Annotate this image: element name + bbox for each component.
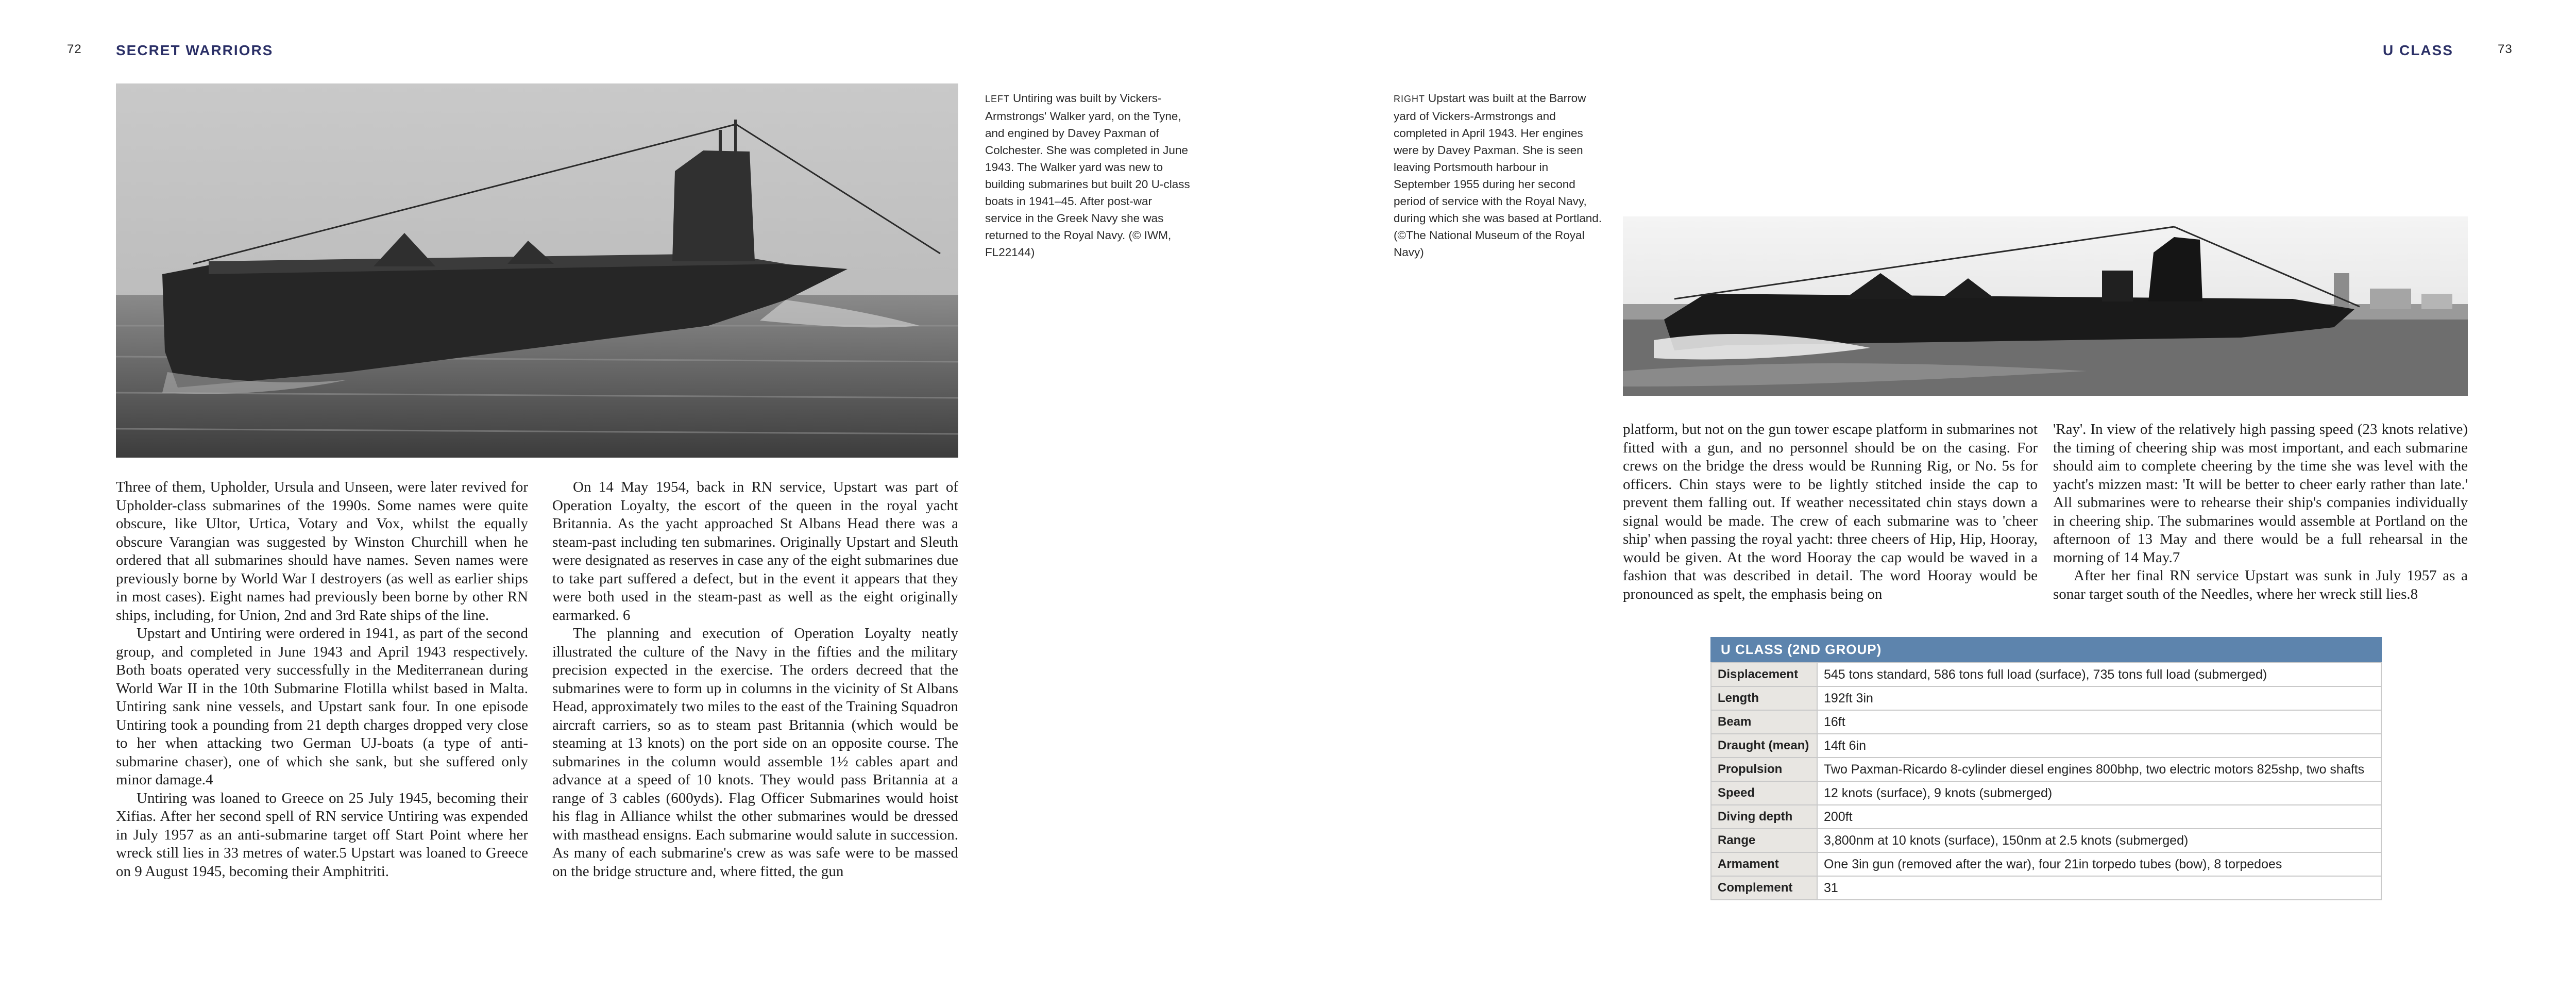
specifications-table xyxy=(1710,637,2382,900)
col3-para-1: platform, but not on the gun tower escape platform in submarines not fitted with a gun, and no personnel should be on the casing. For crews on the bridge the dress would be Running Rig, or No. 5s for officers. Chin stays were to be lightly stitched inside the cap to prevent them falling out. If weather necessitated chin stays down a signal would be made. The crew of each submarine was to 'cheer ship' when passing the royal yacht: three cheers of Hip, Hip, Hooray, would be given. At the word Hooray the cap would be waved in a fashion that was described in detail. The word Hooray would be pronounced as spelt, the emphasis being on xyxy=(1623,421,2038,602)
specifications-row xyxy=(1711,686,2381,710)
specifications-row xyxy=(1711,829,2381,852)
specification-value: 3,800nm at 10 knots (surface), 150nm at 2.5 knots (submerged) xyxy=(1817,829,2381,852)
specification-label: Length xyxy=(1711,686,1817,710)
specification-value: 545 tons standard, 586 tons full load (surface), 735 tons full load (submerged) xyxy=(1817,663,2381,686)
specification-label: Propulsion xyxy=(1711,758,1817,781)
caption-left-lead: LEFT xyxy=(985,94,1010,104)
col2-para-2: The planning and execution of Operation Loyalty neatly illustrated the culture of the Navy in the fifties and the military precision expected in the exercise. The orders decreed that the submarines were to form up in columns in the vicinity of St Albans Head, approximately two miles to the east of the Training Squadron aircraft carriers, so as to steam past Britannia (which would be steaming at 13 knots) on the port side on an opposite course. The submarines in the column would assemble 1½ cables apart and advance at a speed of 10 knots. They would pass Britannia at a range of 3 cables (600yds). Flag Officer Submarines would hoist his flag in Alliance whilst the other submarines would be dressed with masthead ensigns. Each submarine would salute in succession. As many of each submarine's crew as was safe were to be massed on the bridge structure and, where fitted, the gun xyxy=(552,625,958,880)
photo-upstart xyxy=(1623,216,2468,396)
col1-para-3: Untiring was loaned to Greece on 25 July 1945, becoming their Xifias. After her second spell of RN service Untiring was expended in July 1957 as an anti-submarine target off Start Point where her wreck still lies in 33 metres of water.5 Upstart was loaned to Greece on 9 August 1945, becoming their Amphitriti. xyxy=(116,790,528,880)
body-column-3 xyxy=(1623,421,2038,603)
col4-para-1: 'Ray'. In view of the relatively high passing speed (23 knots relative) the timing of cheering ship was most important, and each submarine should aim to complete cheering by the time she was level with the yacht's mizzen mast: 'It will be better to cheer early rather than late.' All submarines were to rehearse their ship's companies individually in cheering ship. The submarines would assemble at Portland on the afternoon of 13 May and there would be a full rehearsal in the morning of 14 May.7 xyxy=(2053,421,2468,566)
caption-right-text: Upstart was built at the Barrow yard of Vickers-Armstrongs and completed in April 1943. Her engines were by Davey Paxman. She is seen leaving Portsmouth harbour in September 1955 during her second period of service with the Royal Navy, during which she was based at Portland. (©The National Museum of the Royal Navy) xyxy=(1394,92,1602,259)
body-column-2 xyxy=(552,478,958,881)
specification-value: 14ft 6in xyxy=(1817,734,2381,758)
col1-para-2: Upstart and Untiring were ordered in 1941, as part of the second group, and completed in June 1943 and April 1943 respectively. Both boats operated very successfully in the Mediterranean during World War II in the 10th Submarine Flotilla whilst based in Malta. Untiring sank nine vessels, and Upstart sank four. In one episode Untiring took a pounding from 21 depth charges dropped very close to her when attacking two German UJ-boats (a type of anti-submarine chaser), one of which she sank, but she suffered only minor damage.4 xyxy=(116,625,528,788)
specifications-row xyxy=(1711,710,2381,734)
specifications-row xyxy=(1711,781,2381,805)
specification-label: Draught (mean) xyxy=(1711,734,1817,758)
specification-label: Complement xyxy=(1711,876,1817,900)
body-column-4 xyxy=(2053,421,2468,603)
body-column-1 xyxy=(116,478,528,881)
specification-value: 12 knots (surface), 9 knots (submerged) xyxy=(1817,781,2381,805)
caption-left xyxy=(985,90,1191,261)
specification-value: 31 xyxy=(1817,876,2381,900)
specification-label: Beam xyxy=(1711,710,1817,734)
specifications-title: U CLASS (2ND GROUP) xyxy=(1710,637,2382,662)
specifications-row xyxy=(1711,663,2381,686)
specifications-row xyxy=(1711,805,2381,829)
caption-right-lead: RIGHT xyxy=(1394,94,1425,104)
specifications-row xyxy=(1711,852,2381,876)
specification-label: Displacement xyxy=(1711,663,1817,686)
specification-label: Diving depth xyxy=(1711,805,1817,829)
specification-value: 16ft xyxy=(1817,710,2381,734)
col2-para-1: On 14 May 1954, back in RN service, Upstart was part of Operation Loyalty, the escort of the queen in the royal yacht Britannia. As the yacht approached St Albans Head there was a steam-past including ten submarines. Originally Upstart and Sleuth were designated as reserves in case any of the eight submarines due to take part suffered a defect, but in the event it appears that they were both used in the steam-past as well as the eight originally earmarked. 6 xyxy=(552,479,958,624)
photo-untiring xyxy=(116,83,958,458)
left-running-title: SECRET WARRIORS xyxy=(116,42,274,58)
col1-para-1: Three of them, Upholder, Ursula and Unseen, were later revived for Upholder-class submarines of the 1990s. Some names were quite obscure, like Ultor, Urtica, Votary and Vox, whilst the equally obscure Varangian was suggested by Winston Churchill when he ordered that all submarines should have names. Seven names were previously borne by World War I destroyers (as well as earlier ships in most cases). Eight names had previously been borne by other RN ships, including, for Union, 2nd and 3rd Rate ships of the line. xyxy=(116,479,528,624)
photo-upstart-image xyxy=(1623,216,2468,396)
specification-label: Armament xyxy=(1711,852,1817,876)
caption-right xyxy=(1394,90,1605,261)
photo-untiring-image xyxy=(116,83,958,458)
caption-left-text: Untiring was built by Vickers-Armstrongs' Walker yard, on the Tyne, and engined by Davey Paxman of Colchester. She was completed in June 1943. The Walker yard was new to building submarines but built 20 U-class boats in 1941–45. After post-war service in the Greek Navy she was returned to the Royal Navy. (© IWM, FL22144) xyxy=(985,92,1190,259)
col4-para-2: After her final RN service Upstart was sunk in July 1957 as a sonar target south of the Needles, where her wreck still lies.8 xyxy=(2053,567,2468,602)
specification-value: Two Paxman-Ricardo 8-cylinder diesel engines 800bhp, two electric motors 825shp, two shafts xyxy=(1817,758,2381,781)
right-page-number: 73 xyxy=(2498,42,2513,56)
specification-label: Speed xyxy=(1711,781,1817,805)
specifications-row xyxy=(1711,758,2381,781)
specification-value: 200ft xyxy=(1817,805,2381,829)
specification-label: Range xyxy=(1711,829,1817,852)
left-page-number: 72 xyxy=(67,42,82,56)
specifications-row xyxy=(1711,876,2381,900)
right-running-title: U CLASS xyxy=(2383,42,2453,58)
specifications-rows xyxy=(1710,662,2382,900)
specification-value: 192ft 3in xyxy=(1817,686,2381,710)
specifications-row xyxy=(1711,734,2381,758)
specification-value: One 3in gun (removed after the war), four 21in torpedo tubes (bow), 8 torpedoes xyxy=(1817,852,2381,876)
